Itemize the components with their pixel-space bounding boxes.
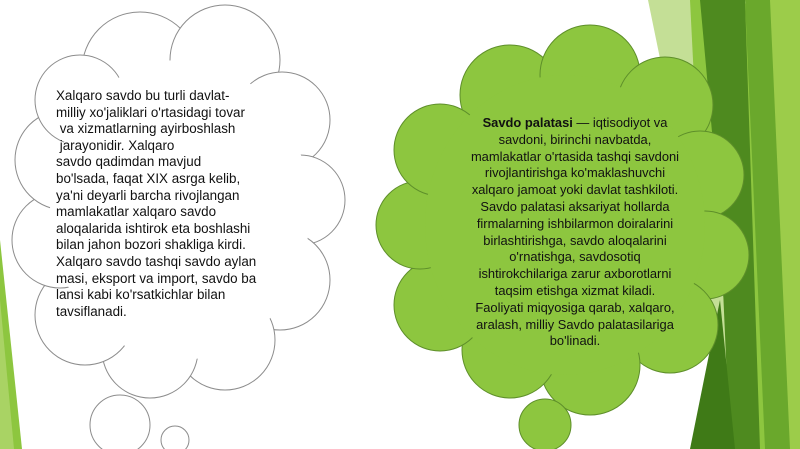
left-cloud-line: milliy xo'jaliklari o'rtasidagi tovar bbox=[56, 104, 245, 120]
right-cloud-line: savdoni, birinchi navbatda, bbox=[498, 131, 652, 147]
right-cloud-text bbox=[428, 115, 722, 350]
right-cloud-line: rivojlantirishga ko'maklashuvchi bbox=[484, 165, 666, 181]
left-cloud-line: jarayonidir. Xalqaro bbox=[56, 137, 175, 153]
right-cloud-line: bo'linadi. bbox=[549, 333, 601, 349]
left-cloud-line: Xalqaro savdo bu turli davlat- bbox=[56, 88, 230, 103]
left-cloud-line: tavsiflanadi. bbox=[56, 303, 127, 319]
left-cloud-bubble-large bbox=[90, 395, 150, 449]
right-cloud-first-line bbox=[428, 115, 722, 132]
left-cloud-bubble-small bbox=[161, 426, 189, 449]
right-cloud-bubble-large bbox=[519, 399, 571, 449]
right-cloud-line: ishtirokchilariga zarur axborotlarni bbox=[478, 266, 672, 282]
right-cloud-line: aralash, milliy Savdo palatasilariga bbox=[476, 316, 674, 332]
right-cloud-line: Faoliyati miqyosiga qarab, xalqaro, bbox=[475, 299, 675, 315]
left-cloud-line: lansi kabi ko'rsatkichlar bilan bbox=[56, 287, 226, 303]
right-cloud-line: Savdo palatasi aksariyat hollarda bbox=[480, 198, 670, 214]
left-cloud-line: ya'ni deyarli barcha rivojlangan bbox=[56, 187, 240, 203]
right-cloud-line: taqsim etishga xizmat kiladi. bbox=[494, 282, 656, 298]
right-cloud-line: mamlakatlar o'rtasida tashqi savdoni bbox=[470, 148, 680, 164]
right-cloud-first-line-rest: — iqtisodiyot va bbox=[572, 115, 668, 130]
left-cloud-line: bilan jahon bozori shakliga kirdi. bbox=[56, 237, 246, 253]
left-cloud-line: mamlakatlar xalqaro savdo bbox=[56, 204, 217, 220]
savdo-palatasi-term: Savdo palatasi bbox=[482, 115, 573, 130]
left-cloud-text bbox=[56, 88, 256, 320]
right-cloud-line: firmalarning ishbilarmon doiralarini bbox=[476, 215, 674, 231]
left-cloud-line: masi, eksport va import, savdo ba bbox=[56, 270, 257, 286]
left-cloud-line: savdo qadimdan mavjud bbox=[56, 154, 202, 170]
right-cloud-line: o'rnatishga, savdosotiq bbox=[509, 249, 641, 265]
left-cloud-line: aloqalarida ishtirok eta boshlashi bbox=[56, 220, 251, 236]
left-cloud-line: va xizmatlarning ayirboshlash bbox=[56, 121, 236, 137]
left-cloud-line: bo'lsada, faqat XIX asrga kelib, bbox=[56, 170, 241, 186]
left-cloud-line: Xalqaro savdo tashqi savdo aylan bbox=[56, 253, 257, 269]
right-cloud-line: birlashtirishga, savdo aloqalarini bbox=[483, 232, 667, 248]
right-cloud-line: xalqaro jamoat yoki davlat tashkiloti. bbox=[471, 182, 679, 198]
